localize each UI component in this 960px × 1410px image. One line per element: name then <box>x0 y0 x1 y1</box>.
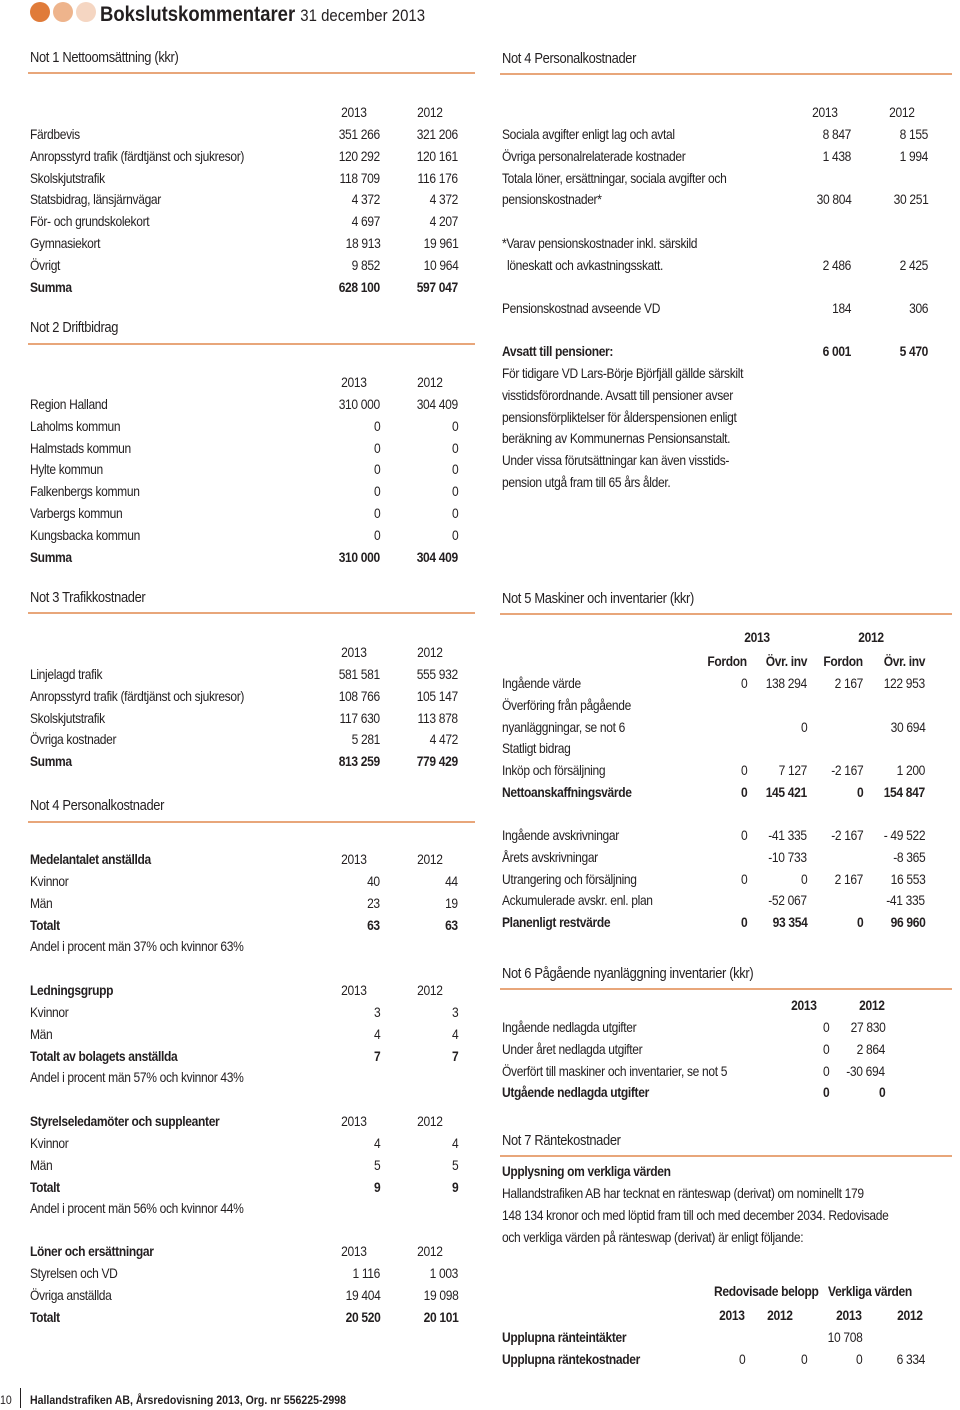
footer-divider <box>20 1388 21 1408</box>
note1-row-2012: 597 047 <box>416 278 458 295</box>
note3-row-label: Summa <box>30 753 72 770</box>
note4-group-row-label: Män <box>30 894 53 911</box>
note7-group-fair: Verkliga värden <box>828 1283 912 1299</box>
note4-group-row-2012: 44 <box>445 873 458 889</box>
note4-group-row-2013: 19 404 <box>345 1286 380 1303</box>
note5-row-value: -2 167 <box>830 762 863 779</box>
note4-group-row-label: Styrelsen och VD <box>30 1265 118 1281</box>
footer-text: Hallandstrafiken AB, Årsredovisning 2013, Org. nr 556225-2998 <box>30 1393 346 1407</box>
note4-right-year-2012: 2012 <box>889 104 915 120</box>
note5-row-value: 0 <box>856 914 863 931</box>
note4-group-row-2012: 1 003 <box>429 1265 458 1281</box>
note5-row-value: 0 <box>856 784 863 800</box>
page-title <box>100 2 425 29</box>
note5-row-value: 0 <box>800 870 807 887</box>
note2-row-label: Hylte kommun <box>30 461 103 478</box>
note2-row-2013: 0 <box>373 483 380 500</box>
note3-row-2012: 4 472 <box>429 731 458 748</box>
note5-col-fordon-2013: Fordon <box>707 653 747 669</box>
note7-row-value: 0 <box>738 1350 745 1367</box>
note1-row-label: Övrigt <box>30 256 61 273</box>
note7-row-label: Upplupna räntekostnader <box>502 1350 640 1367</box>
note6-row-label: Under året nedlagda utgifter <box>502 1040 643 1057</box>
page-number: 10 <box>0 1393 12 1407</box>
note4-group-year-2013: 2013 <box>341 1243 367 1259</box>
note3-row-2013: 117 630 <box>339 709 380 726</box>
pension-paragraph-line: pensionsförpliktelser för ålderspensionen enligt <box>502 408 737 425</box>
note3-year-2012: 2012 <box>417 644 443 660</box>
note6-row-2012: 27 830 <box>850 1019 885 1035</box>
note6-heading: Not 6 Pågående nyanläggning inventarier (kkr) <box>502 965 754 982</box>
note4-group-year-2013: 2013 <box>341 1113 367 1129</box>
note1-row-2012: 120 161 <box>416 147 458 164</box>
note4-group-row-2012: 20 101 <box>423 1308 458 1325</box>
note7-year-header: 2012 <box>897 1307 923 1323</box>
note1-row-2012: 4 372 <box>429 191 458 208</box>
note4-left-heading: Not 4 Personalkostnader <box>30 797 165 814</box>
note4-group-year-2012: 2012 <box>417 1243 443 1259</box>
note5-row-label: Överföring från pågående <box>502 696 631 713</box>
note4-group-row-2013: 9 <box>373 1178 380 1195</box>
note1-row-label: Anropsstyrd trafik (färdtjänst och sjukresor) <box>30 147 245 164</box>
note4-group-row-2013: 3 <box>373 1004 380 1020</box>
note1-row-2012: 10 964 <box>423 256 458 273</box>
note4-group-title: Medelantalet anställda <box>30 851 151 867</box>
note2-row-2012: 0 <box>451 439 458 456</box>
note6-year-2012: 2012 <box>859 997 885 1013</box>
note5-row-value: 96 960 <box>890 914 925 931</box>
note4-group-row-label: Kvinnor <box>30 1004 69 1020</box>
note4-group-row-2012: 9 <box>451 1178 458 1195</box>
note6-row-2012: 0 <box>878 1084 885 1101</box>
note4-group-row-label: Kvinnor <box>30 1135 69 1151</box>
note5-row-label: Statligt bidrag <box>502 740 571 757</box>
note6-row-2012: 2 864 <box>856 1040 885 1057</box>
fair-value-paragraph-line: Hallandstrafiken AB har tecknat en ränteswap (derivat) om nominellt 179 <box>502 1185 864 1201</box>
note2-row-2013: 310 000 <box>338 548 380 565</box>
other-personnel-label: Övriga personalrelaterade kostnader <box>502 148 686 164</box>
pension-provision-2013: 6 001 <box>822 343 851 359</box>
note4-group-title: Ledningsgrupp <box>30 982 114 998</box>
header-dot-icon <box>53 2 73 22</box>
note7-row-label: Upplupna ränteintäkter <box>502 1329 627 1345</box>
pension-provision-2012: 5 470 <box>899 343 928 359</box>
note3-rule <box>28 612 475 614</box>
note5-row-value: -41 335 <box>768 827 807 843</box>
other-personnel-2012: 1 994 <box>899 148 928 164</box>
note4-group-title: Styrelseledamöter och suppleanter <box>30 1113 220 1129</box>
note4-group-year-2013: 2013 <box>341 851 367 867</box>
note5-row-value: 0 <box>740 870 747 887</box>
note2-row-2013: 0 <box>373 417 380 434</box>
note3-row-2012: 555 932 <box>416 666 458 682</box>
note4-group-row-2012: 4 <box>451 1135 458 1151</box>
note4-group-share-note: Andel i procent män 57% och kvinnor 43% <box>30 1069 244 1086</box>
note4-group-row-2013: 40 <box>367 873 380 889</box>
note2-row-2012: 0 <box>451 526 458 543</box>
fair-value-paragraph-line: och verkliga värden på ränteswap (derivat) är enligt följande: <box>502 1228 804 1245</box>
note3-row-2013: 813 259 <box>338 753 380 770</box>
note5-row-label: Planenligt restvärde <box>502 914 611 931</box>
pension-provision-label: Avsatt till pensioner: <box>502 343 614 359</box>
note5-row-value: 138 294 <box>765 675 807 691</box>
note5-col-ovr-inv-2012: Övr. inv <box>883 653 925 669</box>
note7-year-header: 2012 <box>767 1307 793 1323</box>
pension-cost-2012: 2 425 <box>899 257 928 273</box>
note5-row-label: nyanläggningar, se not 6 <box>502 718 625 735</box>
note5-row-label: Nettoanskaffningsvärde <box>502 784 632 800</box>
pension-paragraph-line: pension utgå fram till 65 års ålder. <box>502 474 671 490</box>
note4-group-row-label: Kvinnor <box>30 873 69 889</box>
note2-row-label: Summa <box>30 548 72 565</box>
note3-row-2013: 581 581 <box>338 666 380 682</box>
note4-group-row-2012: 19 098 <box>423 1286 458 1303</box>
note4-group-row-2012: 63 <box>445 916 458 933</box>
note4-group-row-label: Totalt av bolagets anställda <box>30 1047 178 1064</box>
fair-value-paragraph-line: 148 134 kronor och med löptid fram till och med december 2034. Redovisade <box>502 1206 889 1223</box>
note1-rule <box>28 72 475 74</box>
pension-paragraph-line: visstidsförordnande. Avsatt till pensioner avser <box>502 386 733 403</box>
pension-paragraph-line: beräkning av Kommunernas Pensionsanstalt. <box>502 430 731 447</box>
note6-row-label: Ingående nedlagda utgifter <box>502 1019 637 1035</box>
note1-row-2013: 4 697 <box>351 213 380 230</box>
note4-group-year-2012: 2012 <box>417 982 443 998</box>
note4-group-row-2013: 20 520 <box>345 1308 380 1325</box>
note5-year-2013: 2013 <box>744 629 770 645</box>
note4-right-heading: Not 4 Personalkostnader <box>502 50 637 67</box>
other-personnel-2013: 1 438 <box>822 148 851 164</box>
note6-row-2013: 0 <box>822 1062 829 1079</box>
note3-row-2013: 5 281 <box>351 731 380 748</box>
total-salaries-2012: 30 251 <box>893 191 928 207</box>
note2-row-label: Kungsbacka kommun <box>30 526 140 543</box>
total-salaries-label-1: Totala löner, ersättningar, sociala avgifter och <box>502 170 727 186</box>
note5-heading: Not 5 Maskiner och inventarier (kkr) <box>502 590 694 607</box>
note4-group-row-2012: 5 <box>451 1156 458 1173</box>
note1-row-2013: 9 852 <box>351 256 380 273</box>
note4-group-share-note: Andel i procent män 37% och kvinnor 63% <box>30 938 244 955</box>
note7-year-header: 2013 <box>719 1307 745 1323</box>
note5-row-value: 154 847 <box>883 784 925 800</box>
note4-group-row-2013: 4 <box>373 1135 380 1151</box>
note3-row-label: Övriga kostnader <box>30 731 117 748</box>
note3-row-2013: 108 766 <box>338 687 380 704</box>
note1-year-2013: 2013 <box>341 104 367 120</box>
note1-row-2013: 120 292 <box>338 147 380 164</box>
header-dot-icon <box>76 2 96 22</box>
note5-row-value: 0 <box>740 827 747 843</box>
note1-heading: Not 1 Nettoomsättning (kkr) <box>30 49 179 66</box>
note2-row-2013: 0 <box>373 505 380 521</box>
note5-col-ovr-inv-2013: Övr. inv <box>765 653 807 669</box>
note2-row-2012: 0 <box>451 417 458 434</box>
note3-year-2013: 2013 <box>341 644 367 660</box>
note5-row-value: 0 <box>740 784 747 800</box>
note4-group-row-label: Totalt <box>30 916 60 933</box>
note5-row-value: - 49 522 <box>883 827 925 843</box>
note5-row-value: 93 354 <box>772 914 807 931</box>
page-title-main: Bokslutskommentarer <box>100 3 296 26</box>
note4-group-row-label: Män <box>30 1025 53 1042</box>
vd-pension-label: Pensionskostnad avseende VD <box>502 300 661 316</box>
note4-group-row-label: Totalt <box>30 1308 60 1325</box>
note2-row-2012: 304 409 <box>416 396 458 412</box>
note1-row-2013: 4 372 <box>351 191 380 208</box>
note1-row-label: Statsbidrag, länsjärnvägar <box>30 191 161 208</box>
note5-row-label: Utrangering och försäljning <box>502 870 637 887</box>
note2-row-2012: 0 <box>451 461 458 478</box>
note3-row-2012: 779 429 <box>416 753 458 770</box>
note7-heading: Not 7 Räntekostnader <box>502 1132 621 1149</box>
note7-row-value: 10 708 <box>827 1329 862 1345</box>
note1-row-2012: 321 206 <box>416 126 458 142</box>
note7-row-value: 6 334 <box>896 1350 925 1367</box>
note5-row-value: 7 127 <box>778 762 807 779</box>
note2-row-label: Falkenbergs kommun <box>30 483 140 500</box>
note7-rule <box>500 1155 952 1157</box>
note1-row-label: Skolskjutstrafik <box>30 169 105 186</box>
note5-row-label: Inköp och försäljning <box>502 762 606 779</box>
note2-row-2013: 0 <box>373 461 380 478</box>
fair-value-subheading: Upplysning om verkliga värden <box>502 1163 671 1179</box>
pension-paragraph-line: Under vissa förutsättningar kan även visstids- <box>502 452 730 469</box>
note4-group-row-label: Män <box>30 1156 53 1173</box>
note5-year-2012: 2012 <box>858 629 884 645</box>
note4-group-year-2012: 2012 <box>417 1113 443 1129</box>
note4-group-row-2012: 7 <box>451 1047 458 1064</box>
note6-row-2013: 0 <box>822 1019 829 1035</box>
note5-row-value: 30 694 <box>890 718 925 735</box>
note4-group-title: Löner och ersättningar <box>30 1243 154 1259</box>
note3-heading: Not 3 Trafikkostnader <box>30 589 146 606</box>
note7-row-value: 0 <box>855 1350 862 1367</box>
note5-row-value: 0 <box>740 762 747 779</box>
note4-right-rule <box>500 73 952 75</box>
note4-group-row-label: Totalt <box>30 1178 60 1195</box>
note2-rule <box>28 343 475 345</box>
note5-row-value: -41 335 <box>886 892 925 909</box>
note4-group-row-2013: 4 <box>373 1025 380 1042</box>
note3-row-label: Skolskjutstrafik <box>30 709 105 726</box>
note2-row-2013: 310 000 <box>338 396 380 412</box>
note6-row-2013: 0 <box>822 1040 829 1057</box>
note7-group-reported: Redovisade belopp <box>714 1283 819 1299</box>
note5-row-value: 1 200 <box>896 762 925 779</box>
note6-row-label: Utgående nedlagda utgifter <box>502 1084 649 1101</box>
social-fees-2012: 8 155 <box>899 126 928 142</box>
note4-group-year-2013: 2013 <box>341 982 367 998</box>
note5-row-value: 0 <box>740 914 747 931</box>
note2-heading: Not 2 Driftbidrag <box>30 319 119 336</box>
note4-right-year-2013: 2013 <box>812 104 838 120</box>
note6-row-2012: -30 694 <box>846 1062 885 1079</box>
note2-row-2012: 0 <box>451 505 458 521</box>
note4-group-row-2013: 63 <box>367 916 380 933</box>
pension-cost-note-2: löneskatt och avkastningsskatt. <box>507 257 663 273</box>
note2-row-2012: 0 <box>451 483 458 500</box>
note5-row-value: -8 365 <box>892 848 925 865</box>
note1-row-2013: 628 100 <box>338 278 380 295</box>
note2-row-label: Region Halland <box>30 396 108 412</box>
total-salaries-2013: 30 804 <box>816 191 851 207</box>
note3-row-label: Anropsstyrd trafik (färdtjänst och sjukresor) <box>30 687 245 704</box>
note5-row-value: -10 733 <box>768 848 807 865</box>
note2-row-2013: 0 <box>373 439 380 456</box>
note1-row-label: För- och grundskolekort <box>30 213 150 230</box>
note3-row-label: Linjelagd trafik <box>30 666 103 682</box>
note6-year-2013: 2013 <box>791 997 817 1013</box>
note5-row-label: Ackumulerade avskr. enl. plan <box>502 892 653 909</box>
note1-row-2012: 4 207 <box>429 213 458 230</box>
vd-pension-2012: 306 <box>908 300 928 316</box>
note5-row-value: 2 167 <box>834 675 863 691</box>
note2-year-2012: 2012 <box>417 374 443 390</box>
note7-row-value: 0 <box>800 1350 807 1367</box>
pension-cost-note-1: *Varav pensionskostnader inkl. särskild <box>502 235 698 251</box>
note4-left-rule <box>28 821 475 823</box>
note5-rule <box>500 613 952 615</box>
note5-row-value: 16 553 <box>890 870 925 887</box>
note4-group-row-2012: 4 <box>451 1025 458 1042</box>
note2-row-label: Varbergs kommun <box>30 505 123 521</box>
note1-row-2012: 19 961 <box>423 235 458 251</box>
note7-year-header: 2013 <box>836 1307 862 1323</box>
note4-group-row-2012: 3 <box>451 1004 458 1020</box>
note2-row-label: Laholms kommun <box>30 417 121 434</box>
page-title-date: 31 december 2013 <box>300 6 426 25</box>
note4-group-share-note: Andel i procent män 56% och kvinnor 44% <box>30 1200 244 1217</box>
header-dot-icon <box>30 2 50 22</box>
pension-paragraph-line: För tidigare VD Lars-Börje Björfjäll gällde särskilt <box>502 365 744 381</box>
note2-row-2013: 0 <box>373 526 380 543</box>
note1-row-label: Färdbevis <box>30 126 80 142</box>
note4-group-row-2013: 7 <box>373 1047 380 1064</box>
note6-row-label: Överfört till maskiner och inventarier, se not 5 <box>502 1062 728 1079</box>
note5-row-value: 0 <box>740 675 747 691</box>
note1-row-2012: 116 176 <box>417 169 458 186</box>
note1-row-label: Summa <box>30 278 72 295</box>
note4-group-row-label: Övriga anställda <box>30 1286 112 1303</box>
note5-col-fordon-2012: Fordon <box>823 653 863 669</box>
note5-row-value: 122 953 <box>883 675 925 691</box>
note5-row-value: 0 <box>800 718 807 735</box>
note2-year-2013: 2013 <box>341 374 367 390</box>
pension-cost-2013: 2 486 <box>822 257 851 273</box>
social-fees-label: Sociala avgifter enligt lag och avtal <box>502 126 675 142</box>
note4-group-row-2013: 1 116 <box>352 1265 380 1281</box>
note5-row-label: Ingående avskrivningar <box>502 827 619 843</box>
note5-row-label: Årets avskrivningar <box>502 848 598 865</box>
note5-row-label: Ingående värde <box>502 675 581 691</box>
note6-rule <box>500 988 952 990</box>
note1-row-2013: 18 913 <box>345 235 380 251</box>
vd-pension-2013: 184 <box>831 300 851 316</box>
note5-row-value: -52 067 <box>768 892 807 909</box>
total-salaries-label-2: pensionskostnader* <box>502 191 602 207</box>
note3-row-2012: 105 147 <box>416 687 458 704</box>
note1-row-2013: 351 266 <box>338 126 380 142</box>
note5-row-value: -2 167 <box>830 827 863 843</box>
note5-row-value: 2 167 <box>834 870 863 887</box>
note3-row-2012: 113 878 <box>417 709 458 726</box>
note1-row-label: Gymnasiekort <box>30 235 101 251</box>
note2-row-label: Halmstads kommun <box>30 439 131 456</box>
note1-year-2012: 2012 <box>417 104 443 120</box>
note4-group-row-2013: 23 <box>367 894 380 911</box>
note4-group-row-2012: 19 <box>445 894 458 911</box>
note4-group-row-2013: 5 <box>373 1156 380 1173</box>
note5-row-value: 145 421 <box>765 784 807 800</box>
note4-group-year-2012: 2012 <box>417 851 443 867</box>
note6-row-2013: 0 <box>822 1084 829 1101</box>
social-fees-2013: 8 847 <box>822 126 851 142</box>
note1-row-2013: 118 709 <box>339 169 380 186</box>
note2-row-2012: 304 409 <box>416 548 458 565</box>
